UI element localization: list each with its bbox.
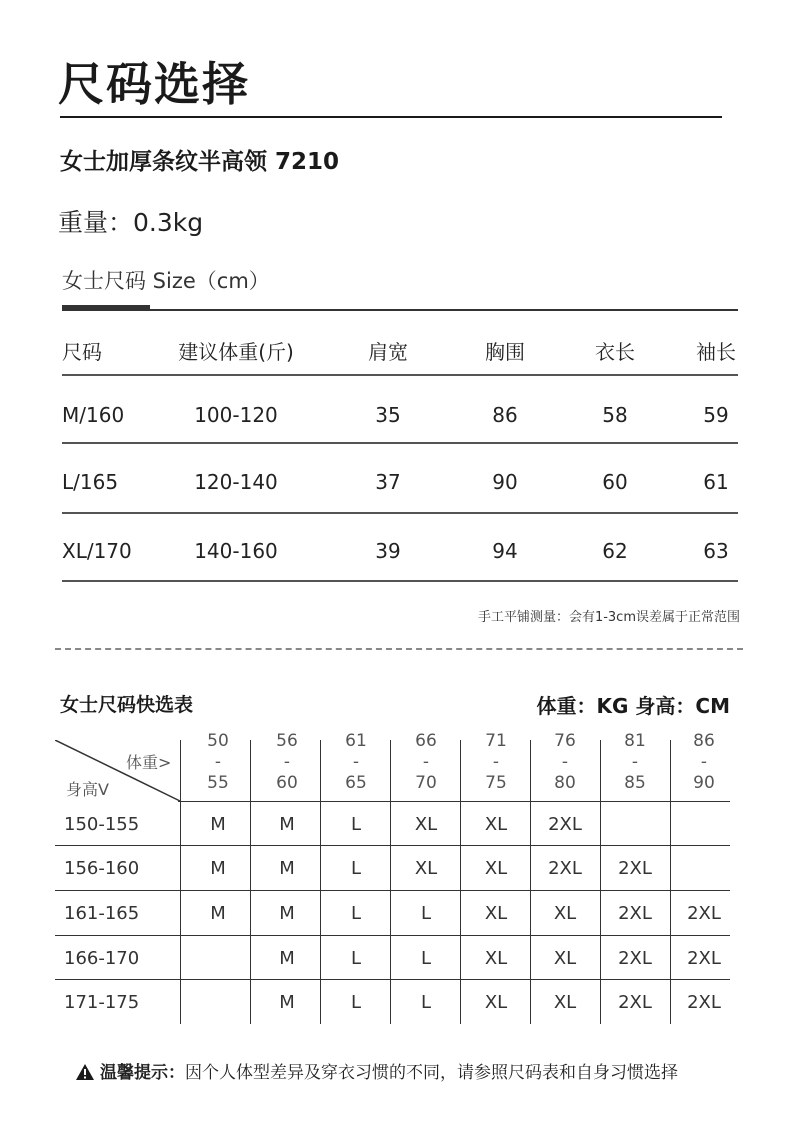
size-recommendation-cell: 2XL — [687, 903, 721, 924]
size-recommendation-cell: M — [279, 858, 295, 879]
size-recommendation-cell: M — [279, 948, 295, 969]
grid-hline — [55, 979, 730, 980]
size-recommendation-cell: XL — [553, 903, 577, 924]
size-table-cell: 86 — [492, 403, 518, 427]
size-recommendation-cell: XL — [484, 814, 508, 835]
size-table-cell: XL/170 — [62, 539, 132, 563]
size-recommendation-cell: L — [350, 903, 362, 924]
size-table-cell: 90 — [492, 470, 518, 494]
grid-vline — [180, 740, 181, 1024]
height-range-label: 171-175 — [64, 992, 140, 1013]
size-header-cell: 肩宽 — [368, 340, 408, 364]
size-recommendation-cell: 2XL — [687, 948, 721, 969]
size-table-cell: 61 — [703, 470, 729, 494]
weight-range-header: - — [561, 752, 569, 772]
size-recommendation-cell: L — [350, 814, 362, 835]
size-recommendation-cell: 2XL — [548, 814, 582, 835]
product-name: 女士加厚条纹半高领 7210 — [60, 149, 340, 175]
product-weight: 重量：0.3kg — [58, 208, 204, 237]
size-recommendation-cell: M — [210, 814, 226, 835]
size-header-cell: 胸围 — [485, 340, 525, 364]
grid-hline — [178, 801, 730, 802]
height-range-label: 156-160 — [64, 858, 140, 879]
weight-range-header: 56 — [276, 731, 298, 751]
tip-text: 因个人体型差异及穿衣习惯的不同，请参照尺码表和自身习惯选择 — [185, 1063, 678, 1083]
weight-range-header: 50 — [207, 731, 229, 751]
warning-icon — [76, 1064, 94, 1085]
size-table-heading: 女士尺码 Size（cm） — [62, 269, 270, 293]
size-header-cell: 衣长 — [595, 340, 635, 364]
section-divider — [55, 648, 743, 650]
size-recommendation-cell: XL — [484, 948, 508, 969]
size-table-cell: 140-160 — [194, 539, 278, 563]
weight-range-header: 75 — [485, 773, 507, 793]
size-recommendation-cell: L — [350, 858, 362, 879]
size-table-cell: 120-140 — [194, 470, 278, 494]
size-table-cell: 63 — [703, 539, 729, 563]
weight-range-header: 61 — [345, 731, 367, 751]
weight-range-header: 55 — [207, 773, 229, 793]
size-table-cell: 35 — [375, 403, 401, 427]
size-recommendation-cell: XL — [414, 814, 438, 835]
weight-range-header: 86 — [693, 731, 715, 751]
title-divider — [60, 116, 722, 118]
height-range-label: 161-165 — [64, 903, 140, 924]
grid-hline — [55, 890, 730, 891]
size-recommendation-cell: L — [350, 948, 362, 969]
page-title: 尺码选择 — [58, 57, 250, 111]
weight-range-header: 60 — [276, 773, 298, 793]
size-table-cell: 62 — [602, 539, 628, 563]
grid-vline — [390, 740, 391, 1024]
size-recommendation-cell: XL — [484, 903, 508, 924]
size-recommendation-cell: XL — [553, 948, 577, 969]
size-recommendation-cell: 2XL — [618, 858, 652, 879]
grid-vline — [460, 740, 461, 1024]
height-range-label: 166-170 — [64, 948, 140, 969]
size-recommendation-cell: M — [210, 903, 226, 924]
weight-range-header: 90 — [693, 773, 715, 793]
size-table-row-rule — [62, 512, 738, 514]
size-recommendation-cell: XL — [484, 858, 508, 879]
weight-range-header: 65 — [345, 773, 367, 793]
weight-range-header: - — [631, 752, 639, 772]
size-recommendation-cell: L — [350, 992, 362, 1013]
size-table-cell: L/165 — [62, 470, 119, 494]
size-recommendation-cell: 2XL — [618, 903, 652, 924]
weight-range-header: - — [422, 752, 430, 772]
weight-range-header: 70 — [415, 773, 437, 793]
size-table-row-rule — [62, 442, 738, 444]
grid-vline — [600, 740, 601, 1024]
size-header-cell: 建议体重(斤) — [178, 340, 294, 364]
grid-vline — [320, 740, 321, 1024]
size-recommendation-cell: L — [420, 992, 432, 1013]
corner-height-label: 身高V — [66, 780, 109, 799]
size-recommendation-cell: XL — [553, 992, 577, 1013]
size-table-cell: 59 — [703, 403, 729, 427]
size-recommendation-cell: 2XL — [618, 992, 652, 1013]
size-recommendation-cell: XL — [484, 992, 508, 1013]
grid-vline — [530, 740, 531, 1024]
weight-range-header: 80 — [554, 773, 576, 793]
measurement-note: 手工平铺测量：会有1-3cm误差属于正常范围 — [477, 610, 740, 625]
weight-range-header: 76 — [554, 731, 576, 751]
tip-label: 温馨提示： — [100, 1063, 185, 1083]
height-range-label: 150-155 — [64, 814, 140, 835]
size-table-cell: 39 — [375, 539, 401, 563]
size-table-cell: M/160 — [62, 403, 125, 427]
quick-table-title: 女士尺码快选表 — [60, 694, 194, 716]
size-header-cell: 袖长 — [696, 340, 736, 364]
size-recommendation-cell: M — [279, 992, 295, 1013]
size-recommendation-cell: XL — [414, 858, 438, 879]
size-recommendation-cell: 2XL — [687, 992, 721, 1013]
size-header-cell: 尺码 — [62, 340, 102, 364]
size-table-cell: 37 — [375, 470, 401, 494]
weight-range-header: - — [214, 752, 222, 772]
corner-weight-label: 体重> — [126, 753, 172, 772]
size-table-row-rule — [62, 374, 738, 376]
size-recommendation-cell: M — [210, 858, 226, 879]
tip-line — [76, 1058, 678, 1085]
weight-range-header: 71 — [485, 731, 507, 751]
weight-range-header: 66 — [415, 731, 437, 751]
size-table-top-rule — [62, 309, 738, 311]
size-table-cell: 58 — [602, 403, 628, 427]
size-table-cell: 94 — [492, 539, 518, 563]
size-recommendation-cell: 2XL — [618, 948, 652, 969]
size-recommendation-cell: M — [279, 903, 295, 924]
size-recommendation-cell: M — [279, 814, 295, 835]
weight-range-header: 85 — [624, 773, 646, 793]
size-table-row-rule — [62, 580, 738, 582]
weight-range-header: - — [492, 752, 500, 772]
weight-range-header: - — [352, 752, 360, 772]
size-table-heading-underline — [62, 305, 150, 310]
grid-hline — [55, 845, 730, 846]
size-table-cell: 60 — [602, 470, 628, 494]
weight-range-header: 81 — [624, 731, 646, 751]
grid-vline — [670, 740, 671, 1024]
weight-range-header: - — [700, 752, 708, 772]
grid-hline — [55, 935, 730, 936]
weight-range-header: - — [283, 752, 291, 772]
size-recommendation-cell: 2XL — [548, 858, 582, 879]
grid-vline — [250, 740, 251, 1024]
size-recommendation-cell: L — [420, 948, 432, 969]
size-recommendation-cell: L — [420, 903, 432, 924]
quick-table-units: 体重：KG 身高：CM — [536, 694, 730, 718]
size-table-cell: 100-120 — [194, 403, 278, 427]
